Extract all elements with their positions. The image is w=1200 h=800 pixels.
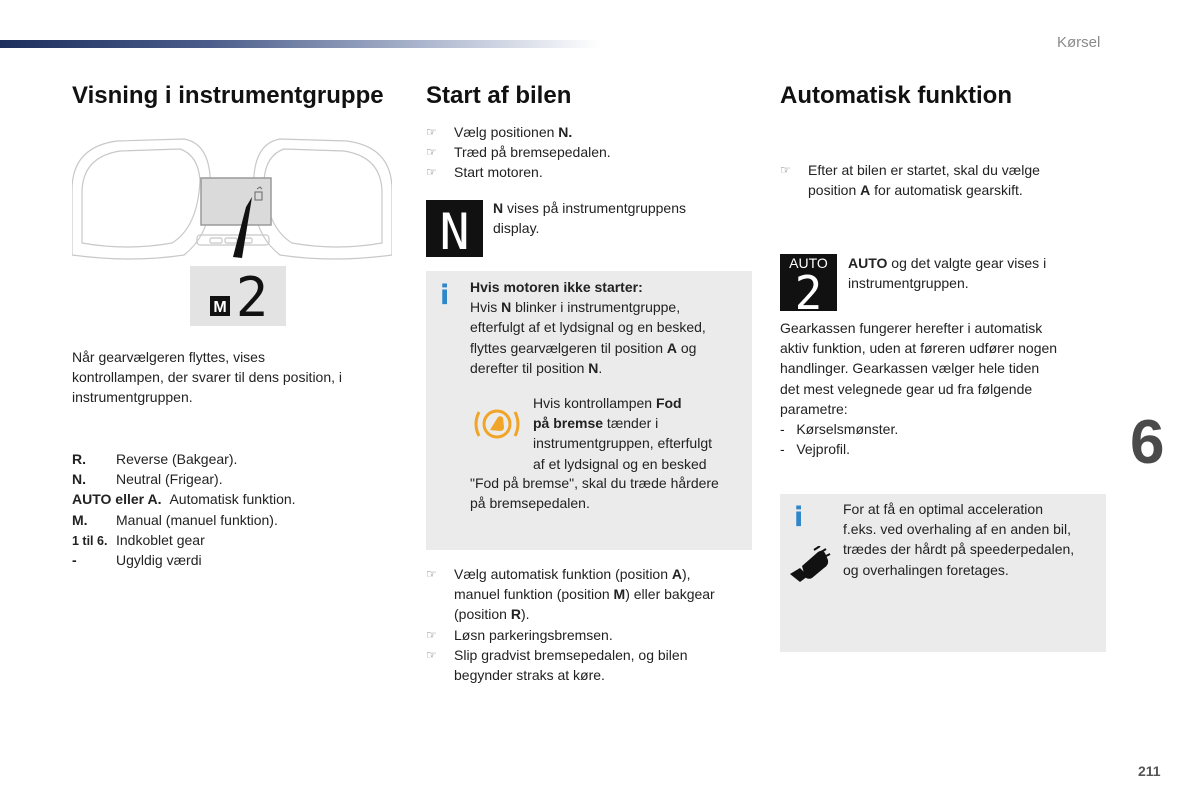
gear-definitions-list xyxy=(72,449,296,570)
info-engine-text: Hvis motoren ikke starter: Hvis N blinker i instrumentgruppe, efterfulgt af et lydsignal og en besked, flyttes gearvælgeren til position A og derefter til position N. xyxy=(470,279,706,376)
svg-text:2: 2 xyxy=(794,266,823,311)
manual-mode-letter: M xyxy=(213,299,227,316)
list-item: ☞ Løsn parkeringsbremsen. xyxy=(426,626,613,643)
list-item: ☞ Efter at bilen er startet, skal du vælge position A for automatisk gearskift. xyxy=(780,162,1040,199)
auto-mode-indicator-icon xyxy=(780,254,837,311)
info-icon: i xyxy=(440,280,450,311)
col3-heading: Automatisk funktion xyxy=(780,82,1012,109)
col1-intro-paragraph: Når gearvælgeren flyttes, vises kontrollampen, der svarer til dens position, i instrumentgruppen. xyxy=(72,349,343,406)
svg-text:AUTO: AUTO xyxy=(789,255,828,271)
col1-heading: Visning i instrumentgruppe xyxy=(72,82,384,109)
col2-heading: Start af bilen xyxy=(426,82,572,109)
def-row: R. Reverse (Bakgear). xyxy=(72,451,238,467)
svg-text:N: N xyxy=(439,203,470,257)
list-item: ☞ Slip gradvist bremsepedalen, og bilen begynder straks at køre. xyxy=(426,646,688,684)
gear-display-zoom xyxy=(190,266,286,326)
def-row: - Ugyldig værdi xyxy=(72,551,202,568)
gear-digit: 2 xyxy=(235,266,269,326)
def-row: 1 til 6. Indkoblet gear xyxy=(72,531,205,548)
list-item: ☞ Træd på bremsepedalen. xyxy=(426,144,611,161)
list-item: ☞ Vælg positionen N. xyxy=(426,124,573,140)
def-row: AUTO eller A. Automatisk funktion. xyxy=(72,491,296,508)
auto-description-paragraph: Gearkassen fungerer herefter i automatisk aktiv funktion, uden at føreren udfører nogen handlinger. Gearkassen vælger hele tiden det mest velegnede gear ud fra følgende parametre: - Kørselsmønster. - Vejprofil. xyxy=(780,320,1058,458)
chapter-number: 6 xyxy=(1130,408,1165,477)
header-gradient-bar xyxy=(0,40,600,48)
start-steps-list xyxy=(426,122,746,183)
section-title: Kørsel xyxy=(1057,34,1101,51)
def-row: N. Neutral (Frigear). xyxy=(72,471,223,488)
list-item: ☞ Start motoren. xyxy=(426,164,543,181)
auto-indicator-text: AUTO og det valgte gear vises i instrumentgruppen. xyxy=(848,255,1047,292)
brake-lamp-text-cont: "Fod på bremse", skal du træde hårdere på bremsepedalen. xyxy=(470,475,719,512)
foot-on-brake-warning-icon xyxy=(470,404,524,444)
drive-steps-list xyxy=(426,564,746,685)
page-number: 211 xyxy=(1138,763,1161,779)
info-acceleration-text: For at få en optimal acceleration f.eks. ved overhaling af en anden bil, trædes der hårdt på speederpedalen, og overhalingen foretages. xyxy=(843,501,1075,578)
list-item: ☞ Vælg automatisk funktion (position A), manuel funktion (position M) eller bakgear (position R). xyxy=(426,566,715,623)
brake-lamp-text: Hvis kontrollampen Fod på bremse tænder i instrumentgruppen, efterfulgt af et lydsignal og en besked xyxy=(533,395,712,472)
info-icon: i xyxy=(794,502,804,533)
def-row: M. Manual (manuel funktion). xyxy=(72,511,278,528)
auto-steps-list xyxy=(780,160,1100,200)
instrument-cluster-illustration xyxy=(72,135,392,265)
accelerator-pedal-foot-icon xyxy=(788,546,832,586)
neutral-indicator-icon xyxy=(426,200,483,257)
neutral-indicator-text: N vises på instrumentgruppens display. xyxy=(493,200,686,237)
